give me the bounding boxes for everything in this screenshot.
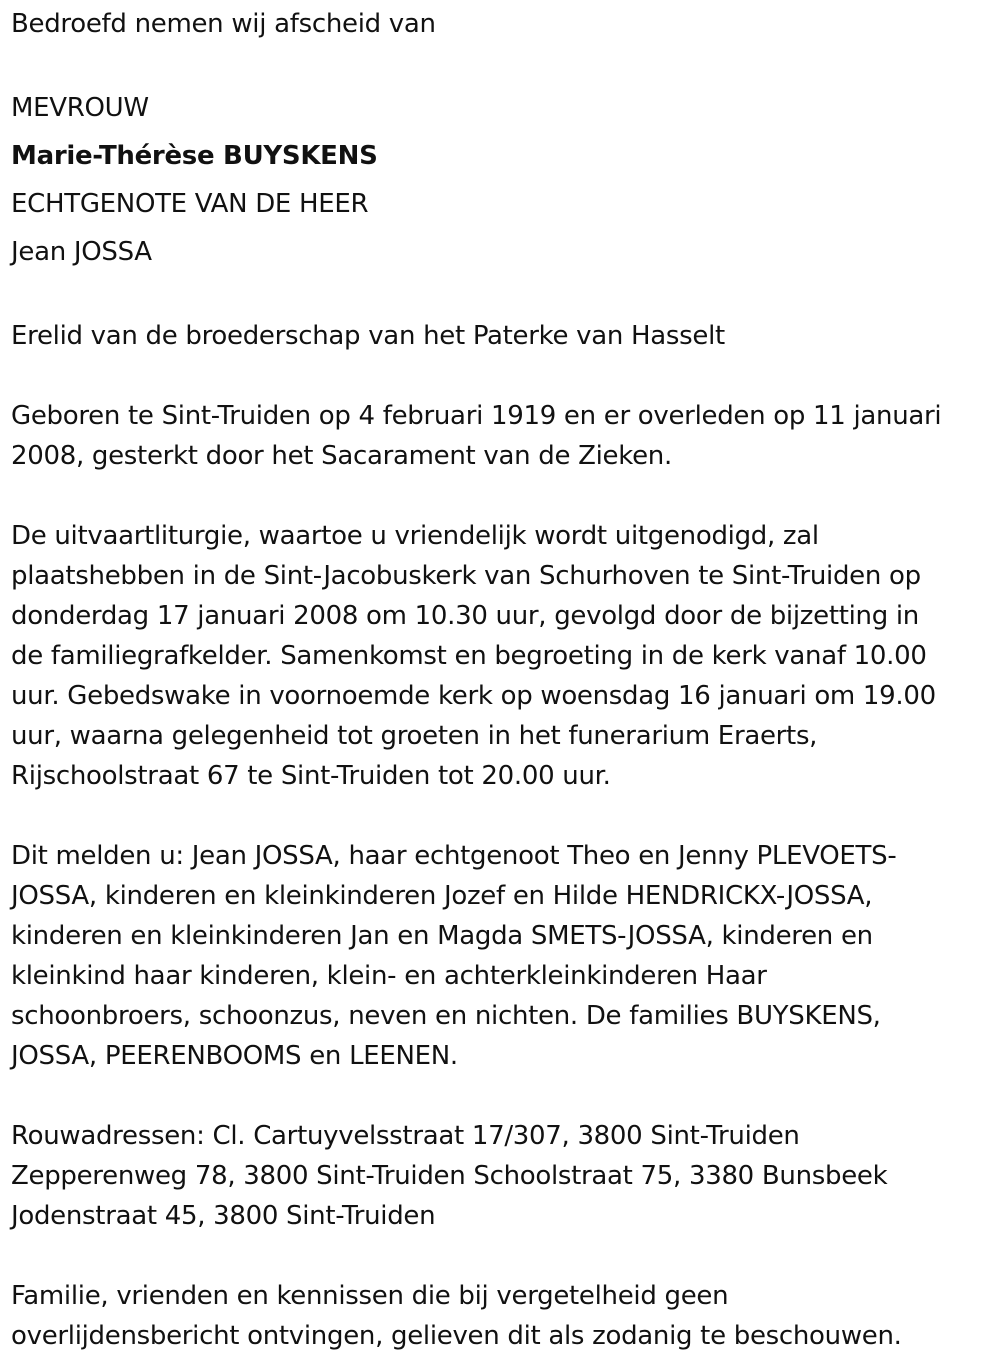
paragraph-line: Zepperenweg 78, 3800 Sint-Truiden Schoolstraat 75, 3380 Bunsbeek — [11, 1161, 888, 1191]
funeral-paragraph — [11, 516, 986, 796]
paragraph-line: Familie, vrienden en kennissen die bij vergetelheid geen — [11, 1281, 729, 1311]
paragraph-line: kleinkind haar kinderen, klein- en achterkleinkinderen Haar — [11, 961, 767, 991]
paragraph-line: JOSSA, kinderen en kleinkinderen Jozef en Hilde HENDRICKX-JOSSA, — [11, 881, 873, 911]
spacer — [11, 1076, 986, 1116]
paragraph-line: Rijschoolstraat 67 te Sint-Truiden tot 20.00 uur. — [11, 761, 611, 791]
paragraph-line: 2008, gesterkt door het Sacarament van de Zieken. — [11, 441, 672, 471]
paragraph-line: overlijdensbericht ontvingen, gelieven dit als zodanig te beschouwen. — [11, 1321, 902, 1351]
spacer — [11, 356, 986, 396]
spacer — [11, 44, 986, 84]
paragraph-line: Dit melden u: Jean JOSSA, haar echtgenoot Theo en Jenny PLEVOETS- — [11, 841, 897, 871]
paragraph-line: uur, waarna gelegenheid tot groeten in het funerarium Eraerts, — [11, 721, 818, 751]
closing-paragraph — [11, 1276, 986, 1356]
spacer — [11, 796, 986, 836]
spacer — [11, 276, 986, 316]
spacer — [11, 1236, 986, 1276]
paragraph-line: schoonbroers, schoonzus, neven en nichten. De families BUYSKENS, — [11, 1001, 881, 1031]
announcers-paragraph — [11, 836, 986, 1076]
spouse-name: Jean JOSSA — [11, 237, 152, 267]
paragraph-line: Jodenstraat 45, 3800 Sint-Truiden — [11, 1201, 436, 1231]
spacer — [11, 476, 986, 516]
paragraph-line: plaatshebben in de Sint-Jacobuskerk van Schurhoven te Sint-Truiden op — [11, 561, 921, 591]
paragraph-line: De uitvaartliturgie, waartoe u vriendelijk wordt uitgenodigd, zal — [11, 521, 819, 551]
obituary-document — [11, 4, 986, 1356]
honor-text: Erelid van de broederschap van het Paterke van Hasselt — [11, 321, 725, 351]
deceased-name: Marie-Thérèse BUYSKENS — [11, 141, 378, 171]
intro-text: Bedroefd nemen wij afscheid van — [11, 9, 436, 39]
relation-text: ECHTGENOTE VAN DE HEER — [11, 189, 369, 219]
paragraph-line: Geboren te Sint-Truiden op 4 februari 1919 en er overleden op 11 januari — [11, 401, 942, 431]
paragraph-line: kinderen en kleinkinderen Jan en Magda SMETS-JOSSA, kinderen en — [11, 921, 873, 951]
paragraph-line: uur. Gebedswake in voornoemde kerk op woensdag 16 januari om 19.00 — [11, 681, 936, 711]
paragraph-line: donderdag 17 januari 2008 om 10.30 uur, gevolgd door de bijzetting in — [11, 601, 919, 631]
paragraph-line: de familiegrafkelder. Samenkomst en begroeting in de kerk vanaf 10.00 — [11, 641, 927, 671]
addresses-paragraph — [11, 1116, 986, 1236]
paragraph-line: Rouwadressen: Cl. Cartuyvelsstraat 17/307, 3800 Sint-Truiden — [11, 1121, 800, 1151]
title-prefix: MEVROUW — [11, 93, 149, 123]
paragraph-line: JOSSA, PEERENBOOMS en LEENEN. — [11, 1041, 458, 1071]
birth-death-paragraph — [11, 396, 986, 476]
